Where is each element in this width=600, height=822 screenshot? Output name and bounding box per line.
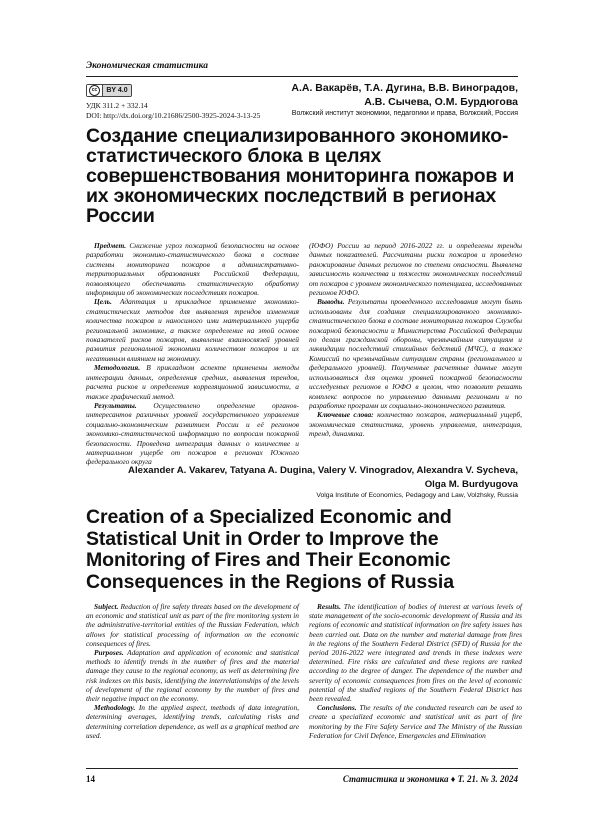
header-divider [86,76,518,77]
authors-ru-line1: А.А. Вакарёв, Т.А. Дугина, В.В. Виноградов, [291,82,518,94]
abstract-section-label: Ключевые слова: [317,410,374,420]
abstract-paragraph [309,602,522,703]
abstract-section-label: Предмет. [94,241,127,250]
abstract-text: The results of the conducted research can be used to create a specialized economic and statistical unit as part of fire monitoring by the Fire Safety Service and The Ministry of the Russian Federation for Civil Defence, Emergencies and Elimination [309,703,522,740]
abstract-text: Снижение угроз пожарной безопасности на основе разработки экономико-статистического блока в составе системы мониторинга пожаров в административно-территориальных образованиях Российской Федерации, позволяющего обеспечивать статистическую обработку информации об экономических последствиях пожаров. [86,241,299,298]
abstract-text: Осуществлено определение органов-интересантов различных уровней государственного управления социально-экономическим развитием России и её регионов экономико-статистической информацию по вопросам пожарной безопасности. Проведена интеграция данных о количестве и материальном ущербе от пожаров в регионах Южного федерального округа [86,400,299,467]
abstract-text: Результаты проведенного исследования могут быть использованы для создания специализированного экономико-статистического блока в составе мониторинга пожаров Службы пожарной безопасности и Министерства Российской Федерации по делам гражданской обороны, чрезвычайным ситуациям и ликвидации последствий стихийных бедствий (МЧС), а также Комиссий по чрезвычайным ситуациям страны (регионального и федерального уровней). Полученные расчетные данные могут использоваться для оценки уровней пожарной безопасности исследуемых регионов в ЮФО в целом, что позволит решать комплекс вопросов по управлению данными регионами и по разработке программ их социально-экономического развития. [309,297,522,410]
footer-divider [86,768,518,769]
udc-code: УДК 311.2 + 332.14 [86,101,148,110]
abstract-paragraph [86,602,299,648]
authors-en [78,464,518,492]
abstract-text: Adaptation and application of economic and statistical methods to identify trends in the number of fires and the material damage they cause to the regional economy, as well as determining fire risk indexes on this basis, identifying the interrelationships of the levels of development of the regional economy by the number of fires and their negative impact on the economy. [86,648,299,704]
abstract-text: Адаптация и прикладное применение экономико-статистических методов для выявления трендов изменения количества пожаров и наносимого ими материального ущерба региональной экономике, а также определение на этой основе показателей рисков пожаров, выявление взаимосвязей уровней развития региональной экономики количеством пожаров и их негативным влиянием на экономику. [86,297,299,363]
abstract-text: The identification of bodies of interest at various levels of state management of the socio-economic development of Russia and its regions of economic and statistical information on fire safety issues has been carried out. Data on the number and material damage from fires in the regions of the Southern Federal District (SFD) of Russia for the period 2016-2022 were integrated and trends in these indexes were determined. Fire risks are calculated and these regions are ranked according to the degree of danger. The dependence of the number and severity of economic consequences from fires on the level of economic potential of the studied regions of the Southern Federal District has been revealed. [309,602,522,704]
authors-en-line1: Alexander A. Vakarev, Tatyana A. Dugina, Valery V. Vinogradov, Alexandra V. Sycheva, [128,465,518,476]
abstract-text: In the applied aspect, methods of data integration, determining averages, identifying trends, calculating risks and determining correlation dependence, as well as a graphical method are used. [86,703,299,740]
license-label: BY 4.0 [103,85,131,96]
title-ru: Создание специализированного экономико-статистического блока в целях совершенствования мониторинга пожаров и их экономических последствий в регионах России [86,125,515,227]
license-badge[interactable] [86,84,132,97]
abstract-en-left [86,602,299,740]
abstract-paragraph [309,241,522,297]
abstract-ru-left [86,241,299,467]
abstract-text: В прикладном аспекте применены методы интеграции данных, определения средних, выявления трендов, расчета рисков и определения корреляционной зависимости, а также графический метод. [86,363,299,401]
abstract-paragraph [86,401,299,467]
title-en: Creation of a Specialized Economic and Statistical Unit in Order to Improve the Monitoring of Fires and Their Economic Consequences in the Regions of Russia [86,506,454,593]
abstract-section-label: Methodology. [94,703,136,713]
abstract-paragraph [309,297,522,410]
abstract-section-label: Методология. [94,363,141,373]
section-label: Экономическая статистика [86,61,208,71]
abstract-section-label: Conclusions. [317,703,357,713]
abstract-paragraph [86,297,299,363]
abstract-text: Reduction of fire safety threats based on the development of an economic and statistical unit as part of the fire monitoring system in the administrative-territorial entities of the Russian Federation, which allows for statistical processing of information on the economic consequences of fires. [86,602,299,648]
page-number: 14 [86,774,95,784]
authors-en-line2: Olga M. Burdyugova [424,479,518,490]
abstract-section-label: Результаты. [94,400,137,410]
abstract-text: (ЮФО) России за период 2016-2022 гг. и определены тренды данных показателей. Рассчитаны риски пожаров и проведено ранжирование данных регионов по степени опасности. Выявлена зависимость количества и тяжести экономических последствий от пожаров с уровнем экономического потенциала, исследованных регионов ЮФО. [309,241,522,298]
abstract-section-label: Subject. [94,602,119,611]
journal-reference: Статистика и экономика ♦ Т. 21. № 3. 2024 [342,774,518,784]
abstract-paragraph [86,241,299,297]
abstract-paragraph [309,703,522,740]
abstract-en-right [309,602,522,740]
abstract-section-label: Results. [317,602,342,611]
abstract-section-label: Purposes. [94,648,124,658]
abstract-section-label: Цель. [94,297,112,307]
authors-ru-line2: А.В. Сычева, О.М. Бурдюгова [364,96,518,108]
abstract-text: количество пожаров, материальный ущерб, экономическая статистика, уровень управления, интеграция, тренд, динамика. [309,410,522,439]
affiliation-en: Volga Institute of Economics, Pedagogy and Law, Volzhsky, Russia [316,492,518,499]
abstract-section-label: Выводы. [317,297,345,307]
abstract-paragraph [86,703,299,740]
affiliation-ru: Волжский институт экономики, педагогики и права, Волжский, Россия [291,110,518,117]
doi-link[interactable]: DOI: http://dx.doi.org/10.21686/2500-3925-2024-3-13-25 [86,111,261,120]
abstract-paragraph [86,648,299,703]
abstract-paragraph [86,363,299,401]
authors-ru [238,81,518,109]
abstract-ru-right [309,241,522,439]
cc-icon: cc [87,85,103,96]
abstract-paragraph [309,410,522,438]
